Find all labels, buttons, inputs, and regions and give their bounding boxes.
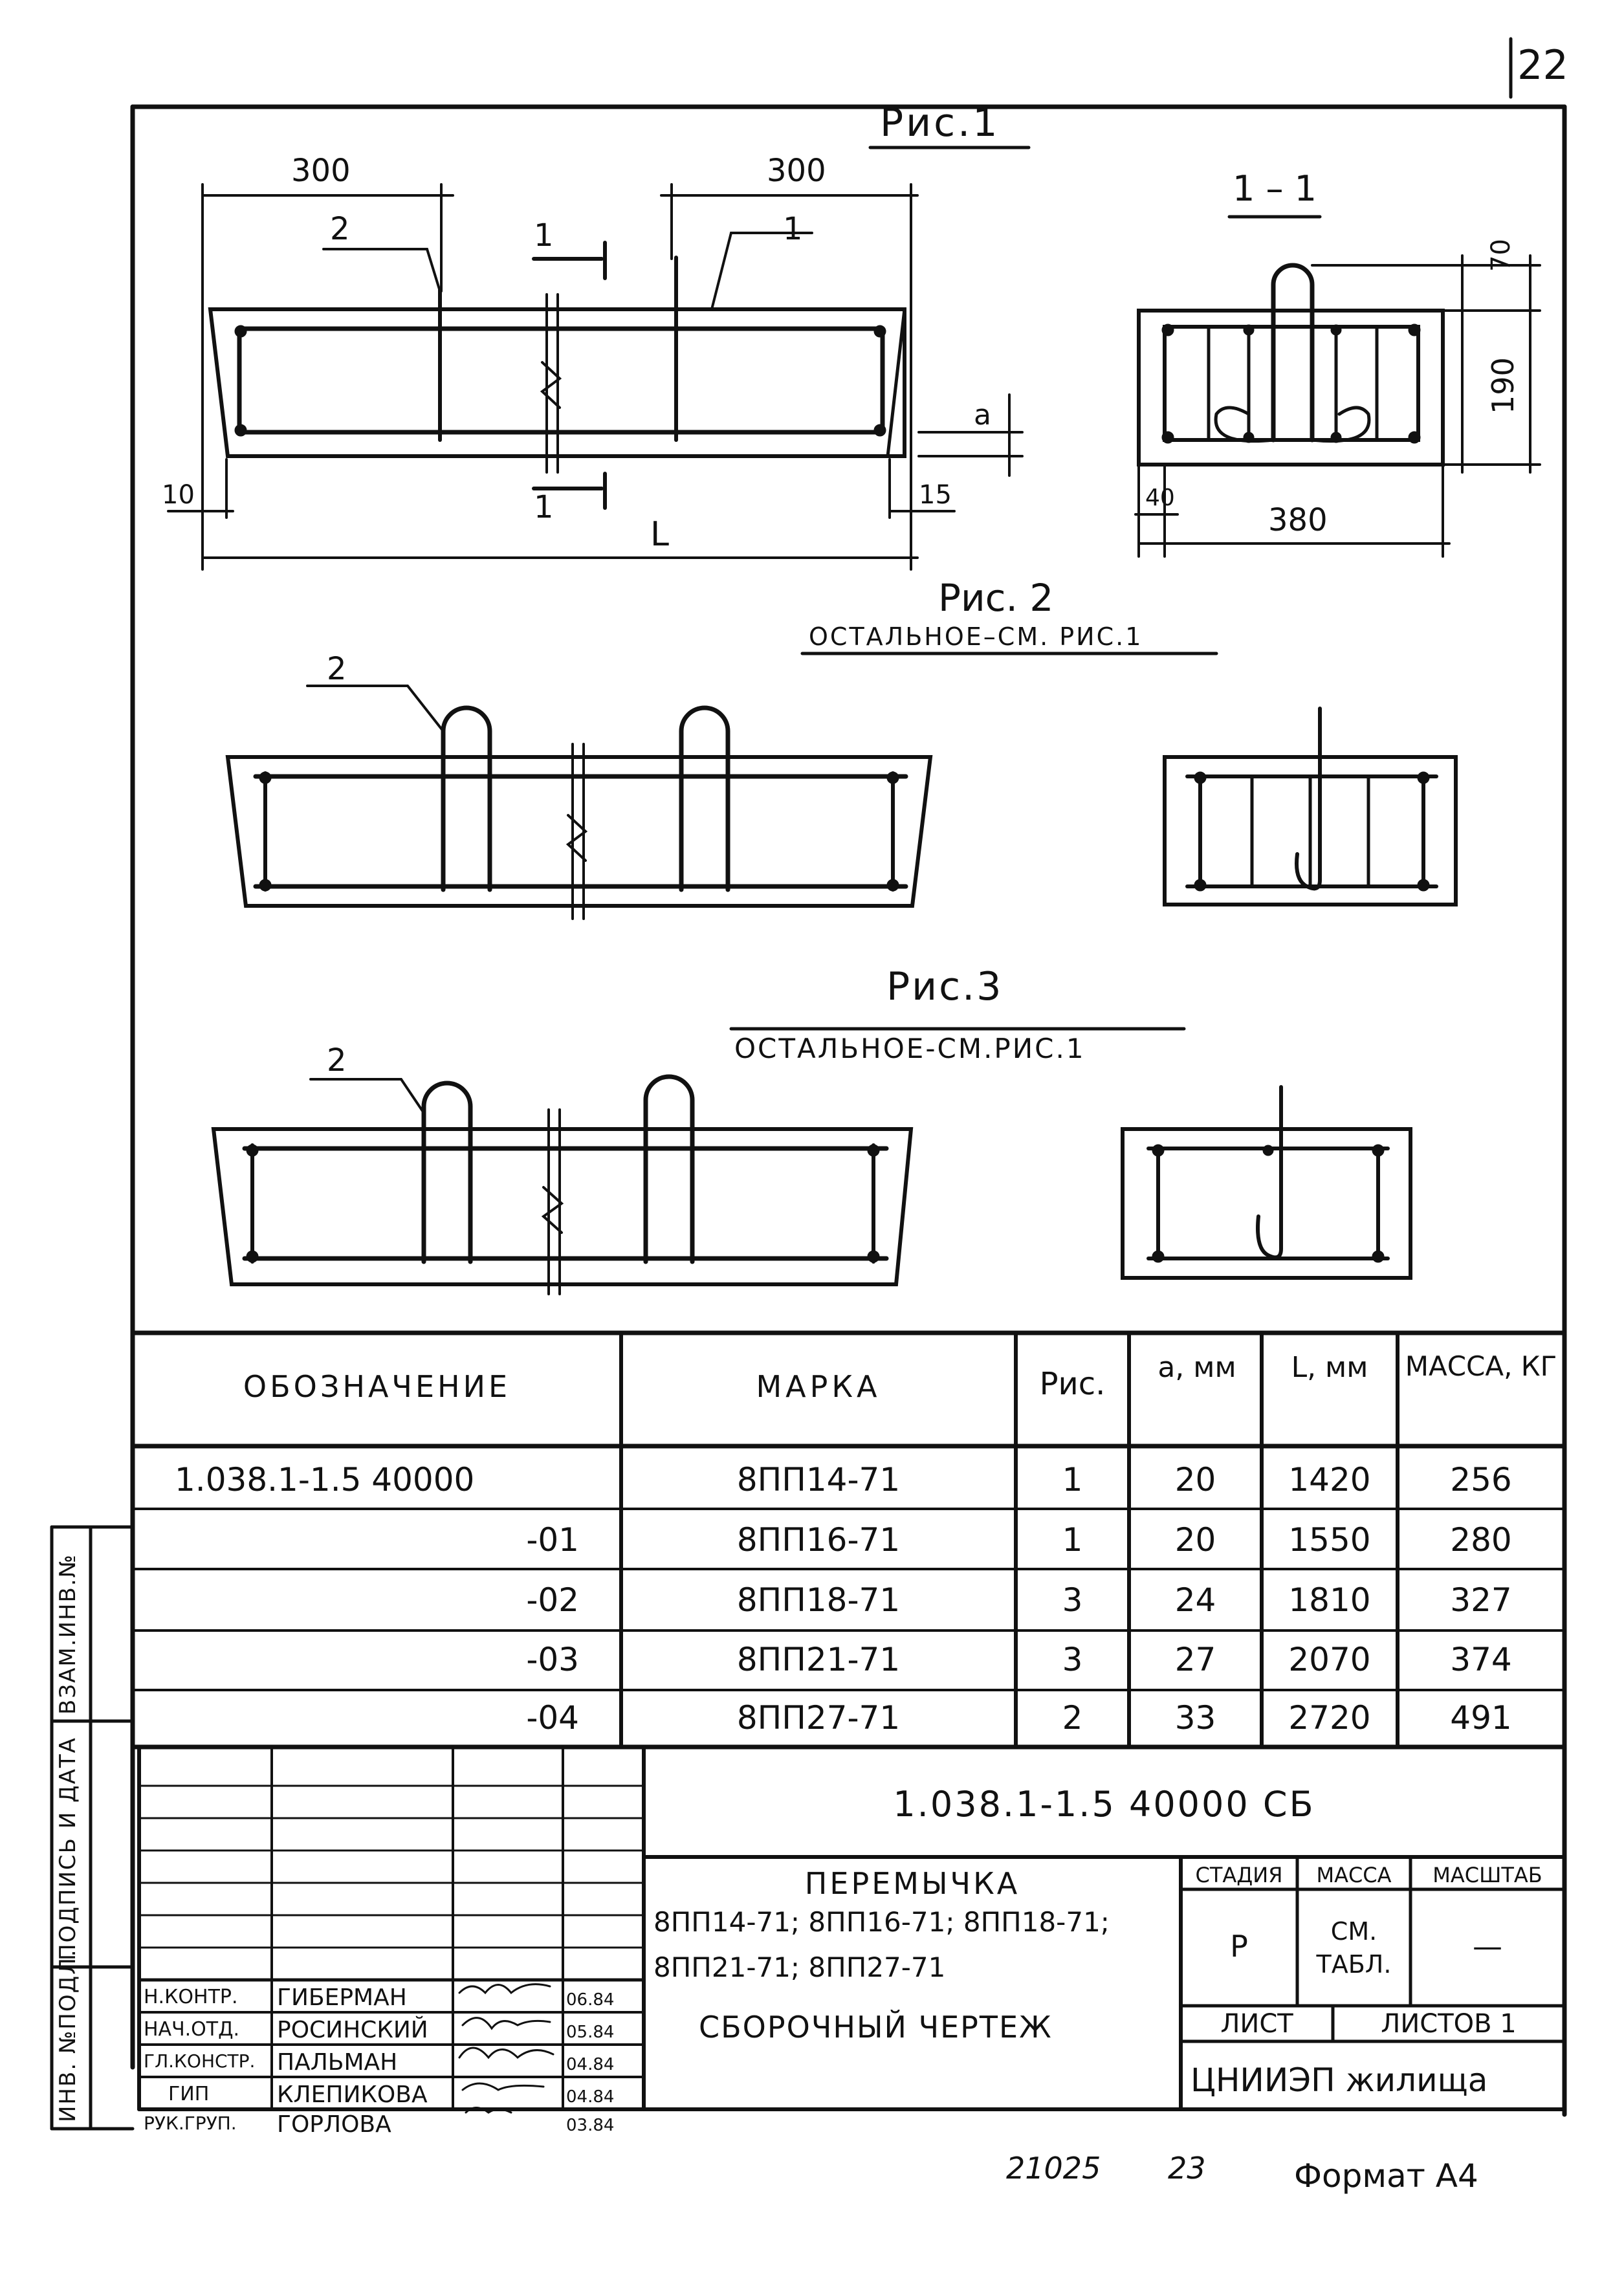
bottom-page: 23 — [1168, 2151, 1206, 2186]
fig1-dim-end-right: 15 — [919, 480, 952, 510]
section-dim-width: 380 — [1268, 502, 1328, 538]
sig-date: 04.84 — [566, 2055, 615, 2074]
sig-name: ГОРЛОВА — [277, 2111, 391, 2138]
row-designation: -01 — [526, 1521, 579, 1559]
row-mass: 374 — [1450, 1641, 1512, 1678]
scale-label: МАСШТАБ — [1432, 1863, 1542, 1887]
fig1-dim-a: a — [974, 399, 991, 432]
row-a: 27 — [1174, 1641, 1216, 1678]
bottom-code: 21025 — [1006, 2151, 1101, 2186]
fig1-cut-top: 1 — [534, 217, 554, 254]
fig3-leader: 2 — [327, 1042, 347, 1079]
header-fig: Рис. — [1039, 1366, 1106, 1402]
row-fig: 2 — [1062, 1699, 1083, 1737]
sig-date: 03.84 — [566, 2116, 615, 2135]
fig1-cut-bottom: 1 — [534, 489, 554, 525]
row-mass: 327 — [1450, 1581, 1512, 1619]
header-designation: ОБОЗНАЧЕНИЕ — [243, 1369, 511, 1404]
fig1-title: Рис.1 — [880, 100, 1000, 146]
row-a: 20 — [1174, 1461, 1216, 1499]
row-l: 1810 — [1288, 1581, 1371, 1619]
stage-value: Р — [1230, 1929, 1248, 1964]
row-mark: 8ПП18-71 — [736, 1581, 901, 1619]
sig-role: РУК.ГРУП. — [144, 2113, 237, 2134]
fig3-beam — [214, 1029, 1184, 1294]
row-fig: 1 — [1062, 1521, 1083, 1559]
fig1-dim-right: 300 — [767, 153, 826, 189]
format-label: Формат А4 — [1294, 2157, 1478, 2195]
fig2-leader: 2 — [327, 651, 347, 687]
header-l: L, мм — [1291, 1351, 1368, 1384]
section-dim-height: 190 — [1486, 357, 1520, 414]
product-name: ПЕРЕМЫЧКА — [804, 1866, 1020, 1901]
section-1-1 — [1136, 217, 1540, 556]
row-designation: -04 — [526, 1699, 579, 1737]
fig3-subtitle: ОСТАЛЬНОЕ-СМ.РИС.1 — [734, 1033, 1086, 1064]
row-mark: 8ПП21-71 — [736, 1641, 901, 1678]
sheets-label: ЛИСТОВ 1 — [1381, 2009, 1517, 2039]
sig-date: 06.84 — [566, 1990, 615, 2010]
stamp-vzam: ВЗАМ.ИНВ.№ — [55, 1553, 81, 1715]
sig-name: РОСИНСКИЙ — [277, 2017, 428, 2043]
sig-date: 04.84 — [566, 2087, 615, 2107]
doc-code: 1.038.1-1.5 40000 СБ — [893, 1784, 1315, 1825]
fig2-title: Рис. 2 — [938, 576, 1054, 620]
row-l: 1420 — [1288, 1461, 1371, 1499]
row-mass: 256 — [1450, 1461, 1512, 1499]
fig1-leader-1: 1 — [783, 211, 803, 247]
row-fig: 1 — [1062, 1461, 1083, 1499]
sig-role: ГЛ.КОНСТР. — [144, 2050, 256, 2072]
fig2-subtitle: ОСТАЛЬНОЕ–СМ. РИС.1 — [809, 622, 1143, 651]
row-l: 2070 — [1288, 1641, 1371, 1678]
signature-scribbles — [459, 1984, 553, 2113]
mass-label: МАССА — [1316, 1863, 1392, 1887]
sig-name: КЛЕПИКОВА — [277, 2081, 428, 2108]
row-mark: 8ПП16-71 — [736, 1521, 901, 1559]
sig-role: ГИП — [168, 2083, 210, 2105]
section-title: 1 – 1 — [1233, 168, 1317, 209]
product-marks-1: 8ПП14-71; 8ПП16-71; 8ПП18-71; — [653, 1906, 1110, 1938]
row-mass: 491 — [1450, 1699, 1512, 1737]
row-l: 1550 — [1288, 1521, 1371, 1559]
fig2-section — [1165, 708, 1456, 905]
drawing-type: СБОРОЧНЫЙ ЧЕРТЕЖ — [699, 2010, 1053, 2045]
row-l: 2720 — [1288, 1699, 1371, 1737]
stage-label: СТАДИЯ — [1195, 1863, 1283, 1887]
sheet-label: ЛИСТ — [1220, 2009, 1293, 2039]
row-a: 24 — [1174, 1581, 1216, 1619]
fig3-section — [1123, 1087, 1410, 1278]
header-mass: МАССА, КГ — [1405, 1350, 1557, 1382]
sig-role: НАЧ.ОТД. — [144, 2018, 240, 2041]
sig-name: ГИБЕРМАН — [277, 1984, 407, 2011]
fig1-dim-length: L — [650, 515, 669, 554]
row-fig: 3 — [1062, 1581, 1083, 1619]
header-mark: МАРКА — [756, 1369, 881, 1404]
stamp-inv-orig: ИНВ. №ПОДЛ. — [55, 1948, 81, 2122]
product-marks-2: 8ПП21-71; 8ПП27-71 — [653, 1951, 946, 1983]
mass-value: СМ. ТАБЛ. — [1316, 1917, 1392, 1979]
fig3-title: Рис.3 — [886, 964, 1004, 1009]
row-mass: 280 — [1450, 1521, 1512, 1559]
row-designation: -03 — [526, 1641, 579, 1678]
sig-role: Н.КОНТР. — [144, 1986, 238, 2008]
fig1-dim-end-left: 10 — [162, 480, 195, 510]
sig-name: ПАЛЬМАН — [277, 2049, 398, 2076]
row-mark: 8ПП27-71 — [736, 1699, 901, 1737]
stamp-sign-date: ПОДПИСЬ И ДАТА — [55, 1737, 81, 1960]
section-dim-top: 70 — [1486, 239, 1516, 272]
row-fig: 3 — [1062, 1641, 1083, 1678]
row-a: 33 — [1174, 1699, 1216, 1737]
scale-value: — — [1473, 1929, 1502, 1964]
row-a: 20 — [1174, 1521, 1216, 1559]
row-mark: 8ПП14-71 — [736, 1461, 901, 1499]
fig2-beam — [228, 653, 1216, 919]
page-number: 22 — [1517, 41, 1568, 89]
header-a: a, мм — [1158, 1351, 1236, 1384]
row-designation: -02 — [526, 1581, 579, 1619]
fig1-leader-2: 2 — [330, 211, 350, 247]
fig1-dim-left: 300 — [291, 153, 351, 189]
fig1-beam — [210, 258, 905, 472]
section-dim-cover: 40 — [1145, 485, 1175, 511]
organization: ЦНИИЭП жилища — [1191, 2061, 1488, 2099]
row-designation: 1.038.1-1.5 40000 — [175, 1461, 475, 1499]
sig-date: 05.84 — [566, 2023, 615, 2042]
